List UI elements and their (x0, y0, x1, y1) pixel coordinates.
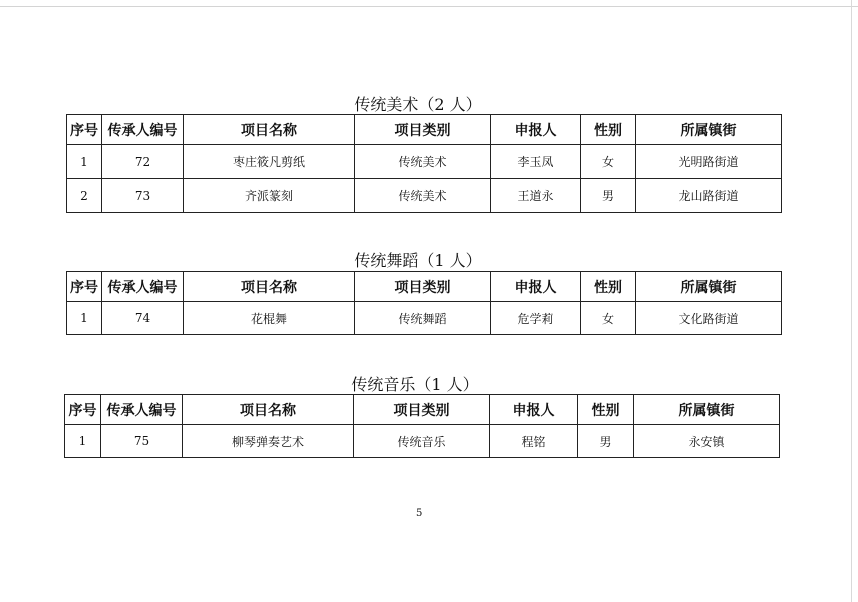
cell-project-name: 枣庄筱凡剪纸 (184, 145, 355, 179)
header-inheritor-number: 传承人编号 (101, 395, 183, 425)
cell-index: 1 (65, 425, 101, 458)
cell-subdistrict: 文化路街道 (636, 302, 782, 335)
cell-subdistrict: 光明路街道 (636, 145, 782, 179)
header-project-name: 项目名称 (183, 395, 354, 425)
table-row (67, 179, 782, 213)
cell-project-name: 花棍舞 (184, 302, 355, 335)
table-row (65, 425, 780, 458)
table-header-row (67, 115, 782, 145)
header-gender: 性别 (578, 395, 634, 425)
cell-index: 1 (67, 145, 102, 179)
section-title: 传统舞蹈（1 人） (354, 251, 482, 270)
cell-inheritor-number: 72 (102, 145, 184, 179)
table-header-row (65, 395, 780, 425)
table-row (67, 145, 782, 179)
header-applicant: 申报人 (491, 115, 581, 145)
header-applicant: 申报人 (490, 395, 578, 425)
cell-applicant: 王道永 (491, 179, 581, 213)
header-index: 序号 (67, 115, 102, 145)
cell-project-category: 传统美术 (355, 145, 491, 179)
page-right-edge (851, 0, 858, 602)
cell-index: 2 (67, 179, 102, 213)
inheritor-table (66, 271, 782, 335)
header-applicant: 申报人 (491, 272, 581, 302)
header-subdistrict: 所属镇街 (636, 115, 782, 145)
page-number: 5 (416, 508, 423, 519)
table-header-row (67, 272, 782, 302)
header-index: 序号 (65, 395, 101, 425)
header-project-category: 项目类别 (354, 395, 490, 425)
header-index: 序号 (67, 272, 102, 302)
header-project-category: 项目类别 (355, 272, 491, 302)
inheritor-table (64, 394, 780, 458)
section-title: 传统音乐（1 人） (351, 375, 479, 394)
cell-gender: 女 (581, 145, 636, 179)
cell-applicant: 程铭 (490, 425, 578, 458)
cell-inheritor-number: 75 (101, 425, 183, 458)
cell-index: 1 (67, 302, 102, 335)
cell-project-category: 传统音乐 (354, 425, 490, 458)
cell-subdistrict: 永安镇 (634, 425, 780, 458)
header-project-name: 项目名称 (184, 115, 355, 145)
header-gender: 性别 (581, 115, 636, 145)
cell-gender: 男 (581, 179, 636, 213)
cell-gender: 男 (578, 425, 634, 458)
cell-applicant: 李玉凤 (491, 145, 581, 179)
cell-gender: 女 (581, 302, 636, 335)
header-subdistrict: 所属镇街 (634, 395, 780, 425)
page-top-edge (0, 0, 858, 7)
cell-inheritor-number: 74 (102, 302, 184, 335)
cell-project-category: 传统美术 (355, 179, 491, 213)
cell-project-category: 传统舞蹈 (355, 302, 491, 335)
table-row (67, 302, 782, 335)
cell-project-name: 齐派篆刻 (184, 179, 355, 213)
cell-project-name: 柳琴弹奏艺术 (183, 425, 354, 458)
header-gender: 性别 (581, 272, 636, 302)
header-inheritor-number: 传承人编号 (102, 272, 184, 302)
section-title: 传统美术（2 人） (354, 95, 482, 114)
header-inheritor-number: 传承人编号 (102, 115, 184, 145)
header-subdistrict: 所属镇街 (636, 272, 782, 302)
cell-inheritor-number: 73 (102, 179, 184, 213)
cell-subdistrict: 龙山路街道 (636, 179, 782, 213)
header-project-category: 项目类别 (355, 115, 491, 145)
header-project-name: 项目名称 (184, 272, 355, 302)
inheritor-table (66, 114, 782, 213)
cell-applicant: 危学莉 (491, 302, 581, 335)
